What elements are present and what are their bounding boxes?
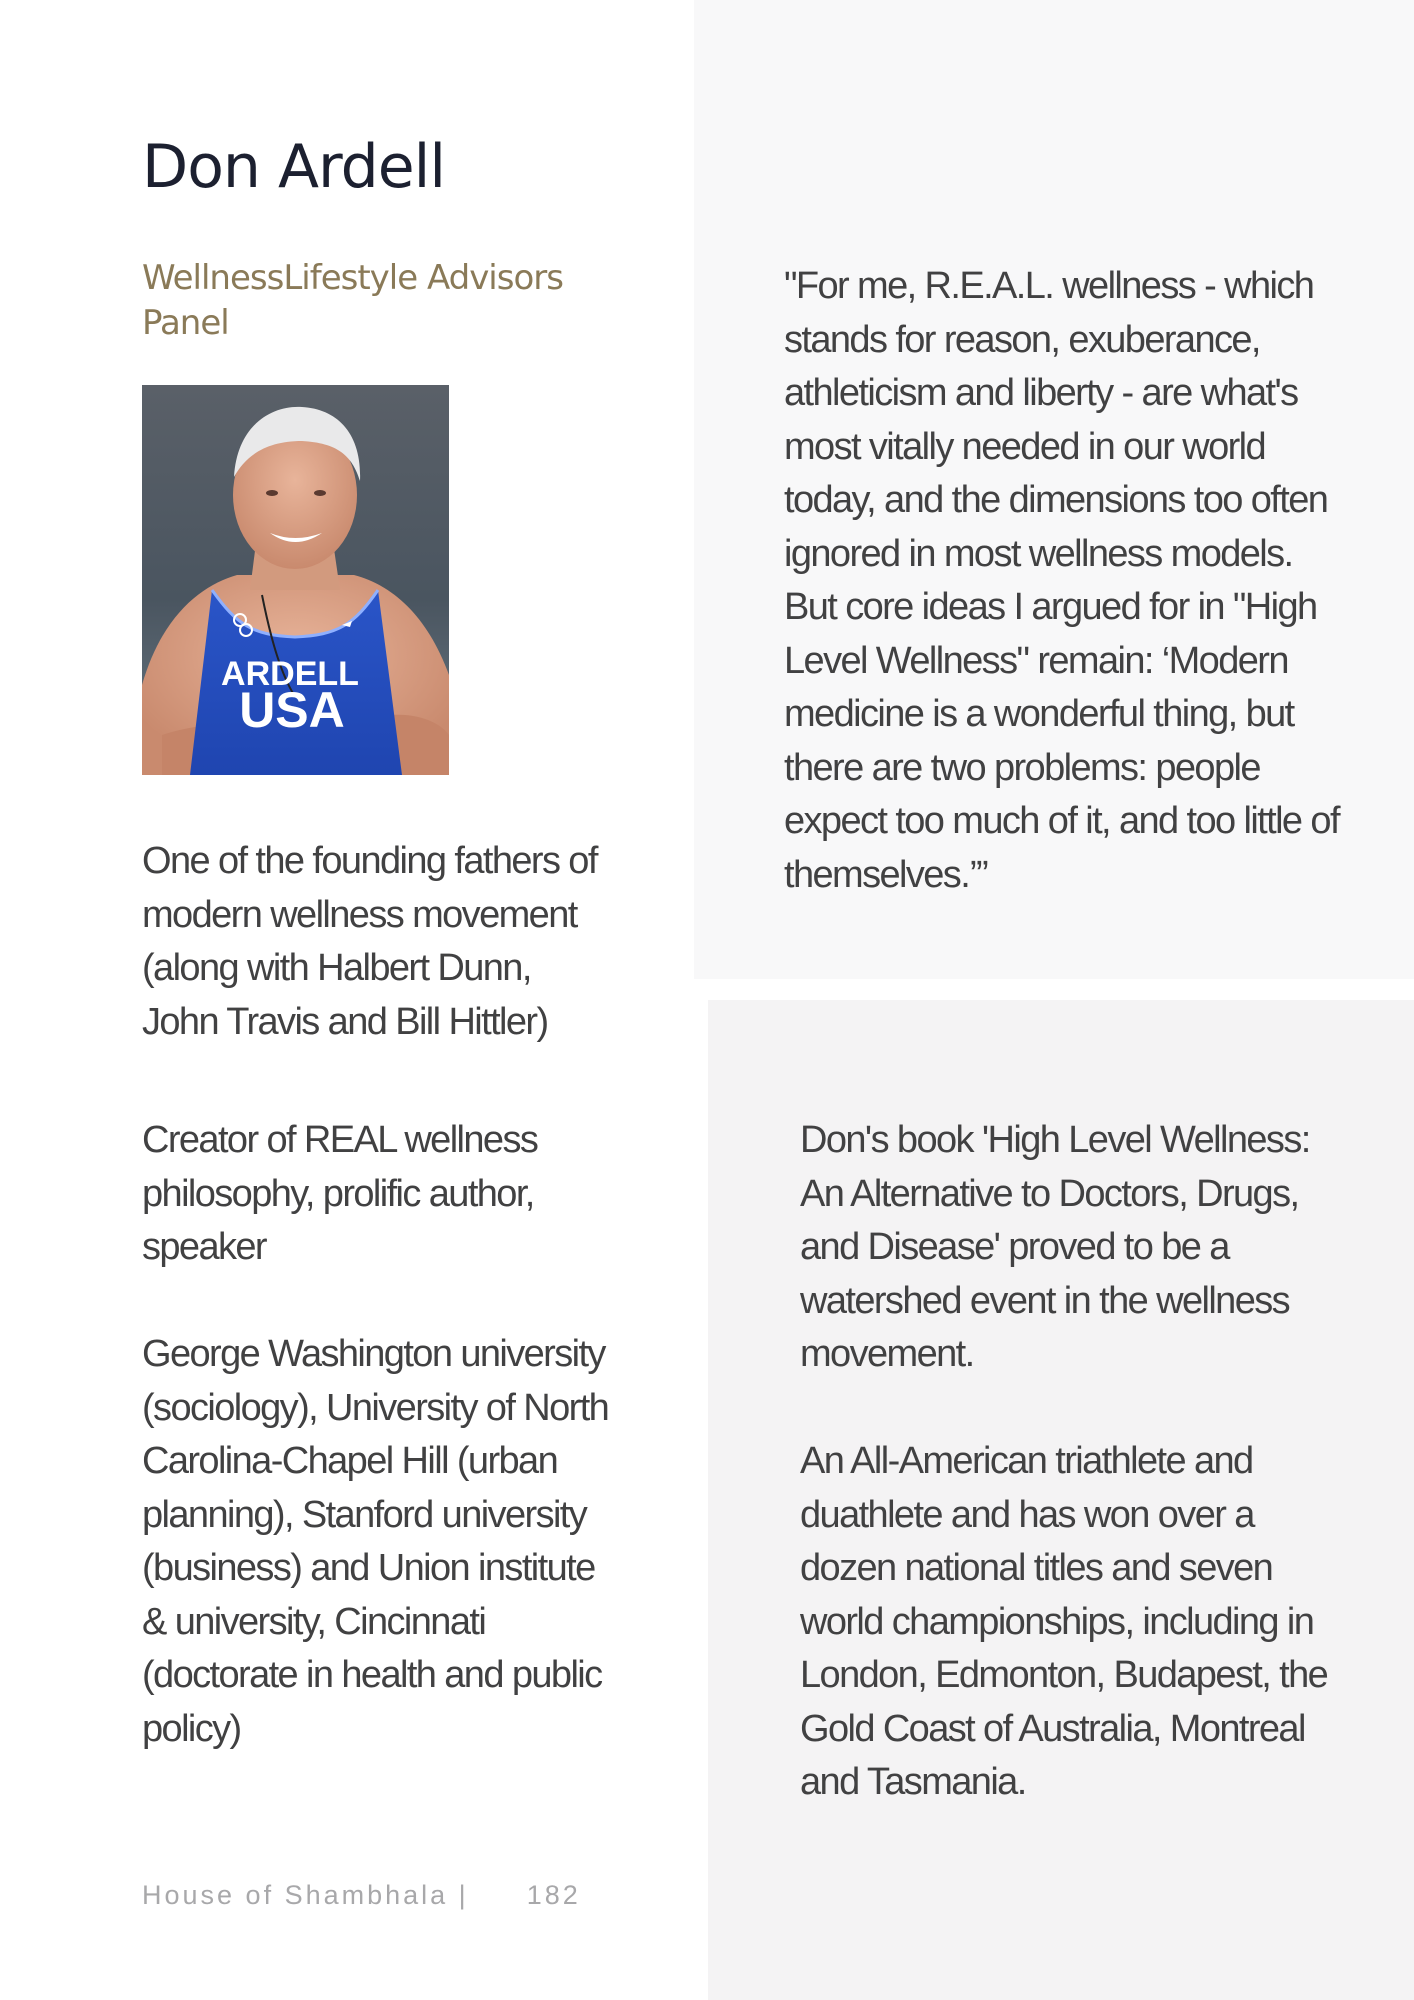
bio-education: George Washington university (sociology), University of North Carolina-Chapel Hill (urban planning), Stanford university (business) and Union institute & university, Cincinnati (doctorate in health and public policy) bbox=[142, 1333, 609, 1750]
profile-name: Don Ardell bbox=[142, 132, 446, 202]
publication-name: House of Shambhala | bbox=[142, 1880, 469, 1910]
jersey-country: USA bbox=[239, 682, 345, 738]
quote-text: "For me, R.E.A.L. wellness - which stands for reason, exuberance, athleticism and liberty - are what's most vitally needed in our world today, and the dimensions too often ignored in most wellness models. But core ideas I argued for in "High Level Wellness" remain: ‘Modern medicine is a wonderful thing, but there are two problems: people expect too much of it, and too little of themselves.’” bbox=[784, 265, 1339, 896]
bio-founding-fathers: One of the founding fathers of modern wellness movement (along with Halbert Dunn, John Travis and Bill Hittler) bbox=[142, 840, 597, 1043]
bio-creator: Creator of REAL wellness philosophy, prolific author, speaker bbox=[142, 1119, 538, 1268]
athletic-achievements: An All-American triathlete and duathlete and has won over a dozen national titles and seven world championships, including in London, Edmonton, Budapest, the Gold Coast of Australia, Montreal and Tasmania. bbox=[800, 1440, 1328, 1803]
portrait-photo bbox=[142, 385, 449, 775]
profile-role: WellnessLifestyle Advisors Panel bbox=[142, 258, 563, 343]
page-footer bbox=[142, 1880, 581, 1911]
book-description: Don's book 'High Level Wellness: An Alternative to Doctors, Drugs, and Disease' proved to be a watershed event in the wellness movement. bbox=[800, 1119, 1310, 1375]
jersey-name: ARDELL bbox=[221, 655, 359, 693]
page-number: 182 bbox=[526, 1880, 581, 1910]
